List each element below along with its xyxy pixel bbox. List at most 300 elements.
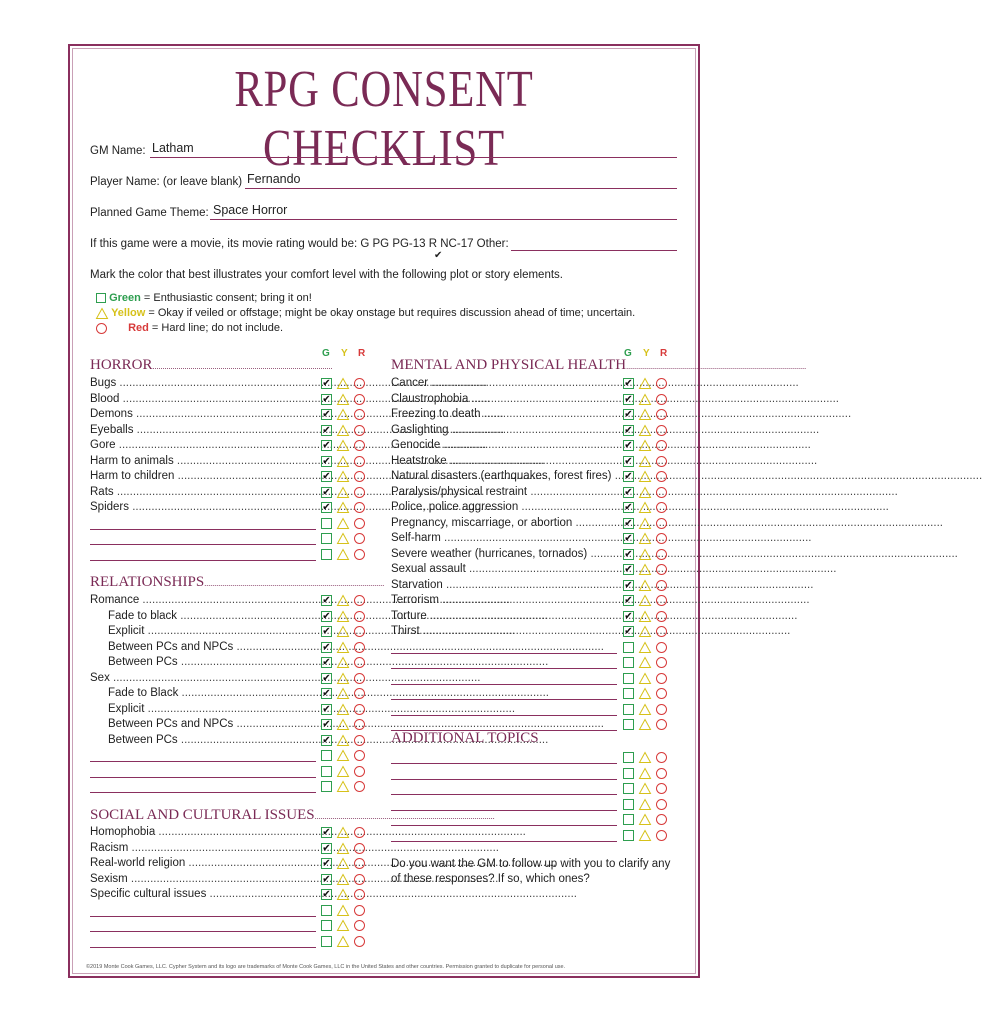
red-circle-icon[interactable] [354, 611, 365, 622]
green-checkbox[interactable] [321, 920, 332, 931]
red-circle-icon[interactable] [354, 874, 365, 885]
yellow-triangle-icon[interactable] [639, 783, 651, 794]
player-name-label: Player Name: (or leave blank) [90, 176, 243, 188]
green-checkbox[interactable]: ✔ [322, 873, 331, 885]
green-checkbox[interactable]: ✔ [624, 610, 633, 622]
green-checkbox[interactable] [623, 673, 634, 684]
red-circle-icon[interactable] [354, 378, 365, 389]
checklist-row [391, 782, 673, 798]
yellow-triangle-icon[interactable] [639, 752, 651, 763]
green-checkbox[interactable] [321, 518, 332, 529]
checklist-row [90, 749, 371, 765]
green-checkbox[interactable]: ✔ [322, 657, 331, 668]
checklist-row [90, 610, 371, 626]
yellow-triangle-icon[interactable] [639, 595, 651, 606]
red-circle-icon[interactable] [656, 409, 667, 420]
checklist-row [90, 672, 371, 688]
green-checkbox[interactable] [623, 719, 634, 730]
checklist-item-label: Sexism ..... [90, 873, 316, 885]
checklist-row [391, 563, 673, 579]
green-checkbox[interactable]: ✔ [624, 533, 633, 544]
green-checkbox[interactable]: ✔ [322, 672, 331, 684]
checklist-row [90, 718, 371, 734]
footer-copyright: ©2019 Monte Cook Games, LLC. Cypher System and its logo are trademarks of Monte Cook Games, LLC in the United States and other countries. Permission granted to duplicate for personal use. [86, 964, 566, 970]
green-checkbox[interactable] [321, 905, 332, 916]
checklist-item-label: Romance ..... [90, 594, 316, 606]
green-checkbox[interactable]: ✔ [322, 734, 331, 746]
yellow-triangle-icon[interactable] [337, 642, 349, 653]
checklist-row [90, 439, 371, 455]
green-checkbox[interactable]: ✔ [322, 409, 331, 420]
blank-entry-line[interactable] [391, 841, 617, 842]
yellow-triangle-icon[interactable] [639, 440, 651, 451]
red-circle-icon[interactable] [354, 843, 365, 854]
checklist-row [90, 408, 371, 424]
red-circle-icon[interactable] [354, 440, 365, 451]
checklist-item-label: Self-harm ..... [391, 532, 617, 544]
checklist-row [90, 486, 371, 502]
green-checkbox[interactable]: ✔ [624, 424, 633, 436]
legend-green [96, 292, 312, 304]
green-checkbox[interactable]: ✔ [322, 688, 331, 699]
green-checkbox[interactable] [623, 768, 634, 779]
checklist-row [391, 672, 673, 688]
green-checkbox[interactable]: ✔ [322, 424, 331, 436]
checklist-item-label: Police, police aggression ..... [391, 501, 617, 513]
red-circle-icon[interactable] [656, 580, 667, 591]
red-circle-icon[interactable] [354, 394, 365, 405]
yellow-triangle-icon[interactable] [337, 719, 349, 730]
gm-name-field[interactable] [150, 145, 677, 158]
checklist-item-label: Specific cultural issues ..... [90, 888, 316, 900]
blank-entry-line[interactable] [391, 699, 617, 700]
yellow-triangle-icon[interactable] [639, 673, 651, 684]
yellow-triangle-icon[interactable] [337, 874, 349, 885]
red-circle-icon[interactable] [656, 533, 667, 544]
gm-name-value: Latham [152, 141, 194, 155]
red-circle-icon[interactable] [354, 905, 365, 916]
green-checkbox[interactable]: ✔ [322, 595, 331, 606]
checklist-row [391, 470, 673, 486]
checklist-item-label: Eyeballs ..... [90, 424, 316, 436]
green-square-icon [96, 293, 106, 303]
red-circle-icon[interactable] [656, 611, 667, 622]
red-circle-icon[interactable] [354, 487, 365, 498]
blank-entry-line[interactable] [90, 529, 316, 530]
green-checkbox[interactable] [623, 657, 634, 668]
yellow-triangle-icon[interactable] [639, 471, 651, 482]
yellow-triangle-icon[interactable] [337, 858, 349, 869]
blank-entry-line[interactable] [90, 777, 316, 778]
checklist-row [391, 439, 673, 455]
red-circle-icon[interactable] [354, 657, 365, 668]
checklist-row [391, 377, 673, 393]
checklist-item-label: Explicit ..... [108, 703, 316, 715]
checklist-item-label: Freezing to death ..... [391, 408, 617, 420]
red-circle-icon[interactable] [656, 688, 667, 699]
checklist-row [90, 826, 371, 842]
legend-red [96, 322, 283, 334]
checklist-item-label: Natural disasters (earthquakes, forest fires) ..... [391, 470, 617, 482]
yellow-triangle-icon[interactable] [639, 409, 651, 420]
green-checkbox[interactable]: ✔ [322, 842, 331, 854]
yellow-triangle-icon[interactable] [337, 409, 349, 420]
red-circle-icon[interactable] [656, 564, 667, 575]
yellow-triangle-icon[interactable] [639, 768, 651, 779]
blank-entry-line[interactable] [391, 794, 617, 795]
red-circle-icon[interactable] [354, 549, 365, 560]
green-checkbox[interactable]: ✔ [322, 486, 331, 498]
red-circle-icon[interactable] [354, 673, 365, 684]
green-checkbox[interactable]: ✔ [624, 626, 633, 637]
checklist-row [391, 625, 673, 641]
red-circle-icon[interactable] [656, 626, 667, 637]
red-circle-icon[interactable] [354, 827, 365, 838]
red-circle-icon[interactable] [656, 549, 667, 560]
green-checkbox[interactable]: ✔ [322, 703, 331, 715]
blank-entry-line[interactable] [90, 931, 316, 932]
yellow-triangle-icon[interactable] [639, 814, 651, 825]
red-circle-icon[interactable] [354, 766, 365, 777]
col-g-right: G [624, 348, 632, 359]
yellow-triangle-icon[interactable] [337, 673, 349, 684]
yellow-triangle-icon[interactable] [639, 378, 651, 389]
green-checkbox[interactable] [623, 799, 634, 810]
player-name-value: Fernando [247, 172, 301, 186]
yellow-triangle-icon[interactable] [337, 766, 349, 777]
blank-entry-line[interactable] [90, 544, 316, 545]
green-checkbox[interactable]: ✔ [322, 827, 331, 838]
red-circle-icon[interactable] [354, 719, 365, 730]
yellow-triangle-icon[interactable] [337, 611, 349, 622]
red-circle-icon[interactable] [656, 719, 667, 730]
checklist-row [90, 377, 371, 393]
checklist-row [90, 625, 371, 641]
green-checkbox[interactable] [623, 783, 634, 794]
checklist-row [391, 393, 673, 409]
green-checkbox[interactable] [321, 533, 332, 544]
yellow-triangle-icon[interactable] [639, 487, 651, 498]
red-circle-icon[interactable] [656, 673, 667, 684]
yellow-triangle-icon[interactable] [639, 518, 651, 529]
yellow-triangle-icon[interactable] [639, 533, 651, 544]
yellow-triangle-icon[interactable] [639, 704, 651, 715]
checklist-item-label: Sexual assault ..... [391, 563, 617, 575]
blank-entry-line[interactable] [391, 763, 617, 764]
blank-entry-line[interactable] [391, 825, 617, 826]
red-circle-icon[interactable] [656, 595, 667, 606]
section-social-heading: SOCIAL AND CULTURAL ISSUES.......................................................................................... [90, 807, 495, 823]
checklist-item-label: Racism ..... [90, 842, 316, 854]
yellow-triangle-icon[interactable] [337, 456, 349, 467]
red-circle-icon[interactable] [656, 752, 667, 763]
green-checkbox[interactable]: ✔ [322, 889, 331, 900]
green-checkbox[interactable] [623, 814, 634, 825]
instructions: Mark the color that best illustrates your comfort level with the following plot or story elements. [90, 269, 563, 281]
red-circle-icon[interactable] [656, 502, 667, 513]
checklist-row [90, 548, 371, 564]
red-circle-icon[interactable] [656, 394, 667, 405]
player-name-field[interactable] [245, 176, 677, 189]
blank-entry-line[interactable] [391, 684, 617, 685]
blank-entry-line[interactable] [90, 560, 316, 561]
green-checkbox[interactable]: ✔ [322, 858, 331, 869]
legend-red-text: = Hard line; do not include. [148, 322, 284, 334]
red-circle-icon[interactable] [354, 920, 365, 931]
checklist-item-label: Severe weather (hurricanes, tornados) ..... [391, 548, 617, 560]
rating-check-icon: ✔ [434, 250, 443, 261]
green-checkbox[interactable]: ✔ [322, 626, 331, 637]
checklist-item-label: Between PCs ..... [108, 656, 316, 668]
green-checkbox[interactable]: ✔ [624, 517, 633, 529]
red-circle-icon[interactable] [656, 830, 667, 841]
green-checkbox[interactable]: ✔ [624, 440, 633, 451]
yellow-triangle-icon[interactable] [337, 688, 349, 699]
blank-entry-line[interactable] [391, 715, 617, 716]
checklist-item-label: Starvation ..... [391, 579, 617, 591]
checklist-item-label: Harm to children ..... [90, 470, 316, 482]
yellow-triangle-icon[interactable] [639, 425, 651, 436]
checklist-row [90, 594, 371, 610]
red-circle-icon[interactable] [354, 425, 365, 436]
follow-up-question: Do you want the GM to follow up with you to clarify any of these responses? If so, which ones? [391, 858, 671, 885]
checklist-item-label: Between PCs and NPCs ..... [108, 641, 316, 653]
section-mental-heading: MENTAL AND PHYSICAL HEALTH.......................................................................................... [391, 357, 807, 373]
red-circle-icon[interactable] [354, 704, 365, 715]
green-checkbox[interactable] [321, 750, 332, 761]
yellow-triangle-icon[interactable] [639, 830, 651, 841]
red-circle-icon[interactable] [354, 688, 365, 699]
red-circle-icon[interactable] [354, 936, 365, 947]
yellow-triangle-icon[interactable] [639, 719, 651, 730]
yellow-triangle-icon[interactable] [639, 549, 651, 560]
yellow-triangle-icon[interactable] [337, 936, 349, 947]
red-circle-icon[interactable] [354, 889, 365, 900]
green-checkbox[interactable] [623, 830, 634, 841]
checklist-row [90, 935, 371, 951]
red-circle-icon[interactable] [354, 456, 365, 467]
checklist-item-label: Pregnancy, miscarriage, or abortion ..... [391, 517, 617, 529]
green-checkbox[interactable] [623, 704, 634, 715]
col-g-left: G [322, 348, 330, 359]
rating-other-field[interactable] [511, 238, 677, 251]
yellow-triangle-icon[interactable] [639, 657, 651, 668]
blank-entry-line[interactable] [90, 916, 316, 917]
checklist-row [391, 579, 673, 595]
blank-entry-line[interactable] [391, 653, 617, 654]
yellow-triangle-icon[interactable] [337, 502, 349, 513]
red-circle-icon[interactable] [354, 858, 365, 869]
checklist-row [90, 765, 371, 781]
legend-green-word: Green [109, 292, 141, 304]
red-circle-icon[interactable] [354, 533, 365, 544]
checklist-item-label: Sex ..... [90, 672, 316, 684]
green-checkbox[interactable] [623, 642, 634, 653]
blank-entry-line[interactable] [391, 668, 617, 669]
red-circle-icon[interactable] [354, 409, 365, 420]
yellow-triangle-icon[interactable] [337, 827, 349, 838]
red-circle-icon[interactable] [656, 471, 667, 482]
checklist-row [90, 873, 371, 889]
checklist-item-label: Explicit ..... [108, 625, 316, 637]
green-checkbox[interactable]: ✔ [624, 409, 633, 420]
yellow-triangle-icon[interactable] [639, 564, 651, 575]
green-checkbox[interactable]: ✔ [322, 610, 331, 622]
yellow-triangle-icon[interactable] [337, 533, 349, 544]
yellow-triangle-icon[interactable] [337, 440, 349, 451]
green-checkbox[interactable]: ✔ [322, 719, 331, 730]
red-circle-icon[interactable] [354, 626, 365, 637]
green-checkbox[interactable] [321, 936, 332, 947]
gm-name-label: GM Name: [90, 145, 146, 157]
green-checkbox[interactable] [321, 766, 332, 777]
red-circle-icon[interactable] [354, 595, 365, 606]
blank-entry-line[interactable] [391, 730, 617, 731]
checklist-row [391, 532, 673, 548]
green-checkbox[interactable]: ✔ [322, 641, 331, 653]
section-additional-heading: ADDITIONAL TOPICS [391, 730, 539, 746]
checklist-row [90, 470, 371, 486]
blank-entry-line[interactable] [90, 792, 316, 793]
yellow-triangle-icon[interactable] [337, 905, 349, 916]
checklist-item-label: Thirst ..... [391, 625, 617, 637]
yellow-triangle-icon [96, 308, 108, 319]
section-horror-heading: HORROR.......................................................................................... [90, 357, 333, 373]
yellow-triangle-icon[interactable] [639, 688, 651, 699]
green-checkbox[interactable] [321, 549, 332, 560]
blank-entry-line[interactable] [90, 947, 316, 948]
checklist-row [90, 703, 371, 719]
red-circle-icon[interactable] [656, 642, 667, 653]
checklist-row [391, 486, 673, 502]
legend-yellow-text: = Okay if veiled or offstage; might be okay onstage but requires discussion ahead of time; uncertain. [145, 307, 636, 319]
checklist-item-label: Between PCs and NPCs ..... [108, 718, 316, 730]
red-circle-icon[interactable] [354, 518, 365, 529]
checklist-row [391, 641, 673, 657]
yellow-triangle-icon[interactable] [337, 781, 349, 792]
red-circle-icon[interactable] [354, 471, 365, 482]
yellow-triangle-icon[interactable] [337, 487, 349, 498]
yellow-triangle-icon[interactable] [337, 626, 349, 637]
yellow-triangle-icon[interactable] [337, 704, 349, 715]
green-checkbox[interactable]: ✔ [624, 486, 633, 498]
red-circle-icon[interactable] [656, 378, 667, 389]
red-circle-icon[interactable] [656, 704, 667, 715]
green-checkbox[interactable]: ✔ [322, 378, 331, 389]
green-checkbox[interactable]: ✔ [624, 471, 633, 482]
yellow-triangle-icon[interactable] [337, 889, 349, 900]
red-circle-icon[interactable] [656, 657, 667, 668]
yellow-triangle-icon[interactable] [337, 549, 349, 560]
checklist-row [90, 780, 371, 796]
red-circle-icon[interactable] [656, 783, 667, 794]
red-circle-icon[interactable] [656, 814, 667, 825]
yellow-triangle-icon[interactable] [337, 750, 349, 761]
yellow-triangle-icon[interactable] [639, 611, 651, 622]
red-circle-icon[interactable] [354, 735, 365, 746]
checklist-item-label: Real-world religion ..... [90, 857, 316, 869]
yellow-triangle-icon[interactable] [337, 471, 349, 482]
red-circle-icon[interactable] [354, 642, 365, 653]
red-circle-icon[interactable] [656, 456, 667, 467]
green-checkbox[interactable]: ✔ [624, 548, 633, 560]
green-checkbox[interactable]: ✔ [624, 579, 633, 591]
red-circle-icon[interactable] [354, 750, 365, 761]
checklist-row [391, 703, 673, 719]
checklist-row [391, 829, 673, 845]
red-circle-icon[interactable] [656, 799, 667, 810]
green-checkbox[interactable]: ✔ [322, 393, 331, 405]
yellow-triangle-icon[interactable] [337, 425, 349, 436]
yellow-triangle-icon[interactable] [639, 456, 651, 467]
checklist-item-label: Blood ..... [90, 393, 316, 405]
red-circle-icon[interactable] [656, 768, 667, 779]
yellow-triangle-icon[interactable] [337, 920, 349, 931]
blank-entry-line[interactable] [391, 779, 617, 780]
green-checkbox[interactable] [321, 781, 332, 792]
section-relationships-heading: RELATIONSHIPS.......................................................................................... [90, 574, 385, 590]
checklist-row [391, 656, 673, 672]
red-circle-icon[interactable] [354, 502, 365, 513]
yellow-triangle-icon[interactable] [337, 735, 349, 746]
red-circle-icon[interactable] [656, 518, 667, 529]
red-circle-icon [96, 323, 107, 334]
green-checkbox[interactable]: ✔ [322, 440, 331, 451]
green-checkbox[interactable] [623, 688, 634, 699]
green-checkbox[interactable]: ✔ [624, 595, 633, 606]
theme-value: Space Horror [213, 203, 288, 217]
yellow-triangle-icon[interactable] [337, 378, 349, 389]
green-checkbox[interactable]: ✔ [624, 564, 633, 575]
red-circle-icon[interactable] [656, 487, 667, 498]
blank-entry-line[interactable] [90, 761, 316, 762]
yellow-triangle-icon[interactable] [337, 518, 349, 529]
green-checkbox[interactable]: ✔ [624, 378, 633, 389]
yellow-triangle-icon[interactable] [639, 502, 651, 513]
red-circle-icon[interactable] [656, 440, 667, 451]
green-checkbox[interactable]: ✔ [322, 471, 331, 482]
checklist-row [391, 408, 673, 424]
yellow-triangle-icon[interactable] [639, 799, 651, 810]
yellow-triangle-icon[interactable] [337, 595, 349, 606]
col-r-right: R [660, 348, 668, 359]
checklist-row [391, 767, 673, 783]
yellow-triangle-icon[interactable] [337, 657, 349, 668]
yellow-triangle-icon[interactable] [639, 580, 651, 591]
green-checkbox[interactable]: ✔ [322, 455, 331, 467]
yellow-triangle-icon[interactable] [639, 626, 651, 637]
red-circle-icon[interactable] [656, 425, 667, 436]
checklist-row [90, 501, 371, 517]
green-checkbox[interactable]: ✔ [624, 502, 633, 513]
green-checkbox[interactable]: ✔ [322, 502, 331, 513]
rating-label: If this game were a movie, its movie rating would be: G PG PG-13 R NC-17 Other: [90, 238, 509, 250]
checklist-item-label: Gore ..... [90, 439, 316, 451]
red-circle-icon[interactable] [354, 781, 365, 792]
blank-entry-line[interactable] [391, 810, 617, 811]
green-checkbox[interactable]: ✔ [624, 393, 633, 405]
yellow-triangle-icon[interactable] [639, 394, 651, 405]
checklist-row [90, 857, 371, 873]
legend-red-word: Red [128, 322, 149, 334]
page-title: RPG CONSENT CHECKLIST [234, 61, 534, 177]
green-checkbox[interactable] [623, 752, 634, 763]
yellow-triangle-icon[interactable] [337, 843, 349, 854]
checklist-row [90, 888, 371, 904]
yellow-triangle-icon[interactable] [337, 394, 349, 405]
yellow-triangle-icon[interactable] [639, 642, 651, 653]
green-checkbox[interactable]: ✔ [624, 455, 633, 467]
